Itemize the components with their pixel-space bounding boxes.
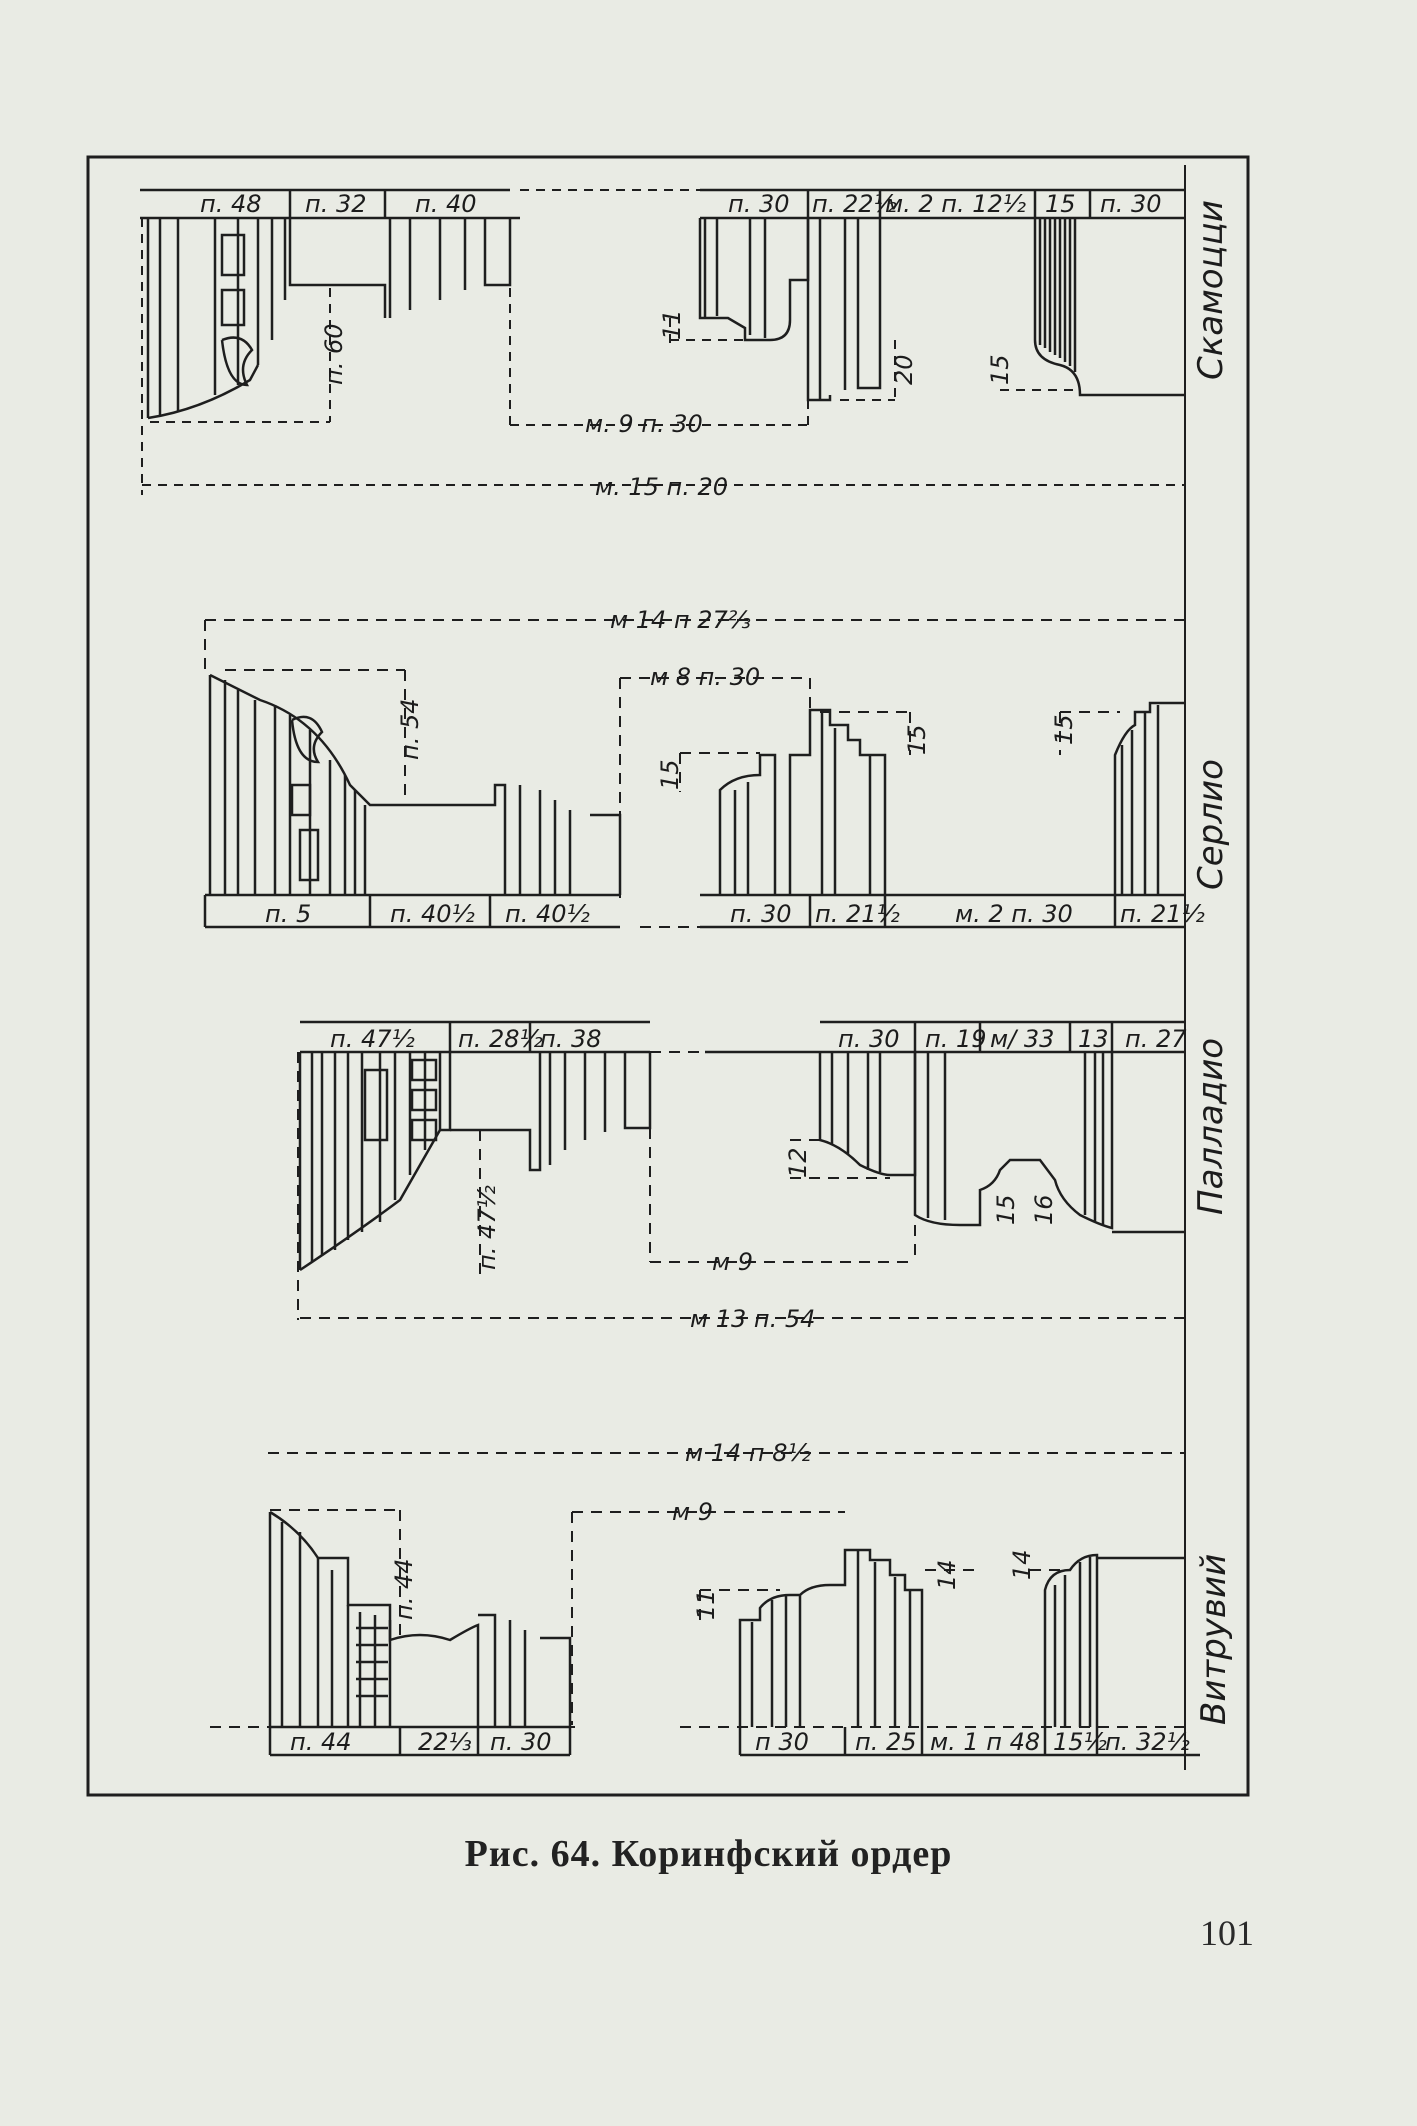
dim-label: п. 30 <box>1100 190 1162 218</box>
dim-label: 14 <box>1008 1549 1036 1580</box>
label-scamozzi: Скамоцци <box>1191 200 1231 380</box>
order-scamozzi <box>140 190 1185 495</box>
dim-label: 14 <box>933 1559 961 1590</box>
dim-label: п. 47½ <box>330 1025 415 1053</box>
dim-label: п. 30 <box>730 900 792 928</box>
dim-label: п. 44 <box>390 1558 418 1620</box>
dim-label: м 13 п. 54 <box>690 1305 816 1333</box>
dim-label: п. 28½ <box>458 1025 543 1053</box>
dim-label: 15 <box>1050 714 1078 745</box>
dim-label: м 14 п 27⅔ <box>610 606 752 634</box>
dim-label: п. 40½ <box>505 900 590 928</box>
figure-frame <box>88 157 1248 1795</box>
dim-label: 12 <box>784 1147 812 1178</box>
dim-label: м. 1 п 48 <box>930 1728 1041 1756</box>
dim-label: 22⅓ <box>418 1728 472 1756</box>
dim-label: п. 32 <box>305 190 367 218</box>
page-number: 101 <box>1200 1913 1254 1953</box>
dim-label: п. 54 <box>396 698 424 760</box>
dim-label: п. 25 <box>855 1728 917 1756</box>
dim-label: п. 5 <box>265 900 312 928</box>
dim-label: 15 <box>1045 190 1076 218</box>
dim-label: п. 47½ <box>473 1185 501 1270</box>
dim-label: 11 <box>658 309 686 340</box>
dim-label: п. 32½ <box>1105 1728 1190 1756</box>
label-serlio: Серлио <box>1191 759 1231 890</box>
dim-label: м. 9 п. 30 <box>585 410 703 438</box>
dim-label: п. 30 <box>838 1025 900 1053</box>
dim-label: 20 <box>890 354 918 385</box>
dim-label: п. 21½ <box>815 900 900 928</box>
dim-label: п. 40 <box>415 190 477 218</box>
dim-label: 15 <box>903 724 931 755</box>
dim-label: п. 60 <box>320 323 348 385</box>
dim-label: п. 48 <box>200 190 262 218</box>
dim-label: п 30 <box>755 1728 809 1756</box>
label-vitruvius: Витрувий <box>1194 1553 1234 1725</box>
dim-label: 16 <box>1030 1194 1058 1225</box>
dim-label: п. 22½ <box>812 190 897 218</box>
dim-label: м 9 <box>672 1498 714 1526</box>
dim-label: м. 2 п. 30 <box>955 900 1073 928</box>
dim-label: м 9 <box>712 1248 754 1276</box>
dim-label: 13 <box>1078 1025 1109 1053</box>
dim-label: п. 38 <box>540 1025 602 1053</box>
dim-label: м 8 п. 30 <box>650 663 761 691</box>
label-palladio: Палладио <box>1191 1037 1231 1215</box>
dim-label: м 14 п 8½ <box>685 1439 811 1467</box>
dim-label: п. 40½ <box>390 900 475 928</box>
dim-label: п. 30 <box>728 190 790 218</box>
dim-label: п. 44 <box>290 1728 352 1756</box>
dim-label: п. 21½ <box>1120 900 1205 928</box>
dim-label: м/ 33 <box>990 1025 1055 1053</box>
dim-label: 15 <box>656 759 684 790</box>
dim-label: п. 27 <box>1125 1025 1187 1053</box>
dim-label: 15½ <box>1053 1728 1107 1756</box>
dim-label: 11 <box>692 1589 720 1620</box>
dim-label: п. 19 <box>925 1025 987 1053</box>
dim-label: 15 <box>992 1194 1020 1225</box>
dim-label: 15 <box>986 354 1014 385</box>
dim-label: м. 2 п. 12½ <box>885 190 1027 218</box>
figure-caption: Рис. 64. Коринфский ордер <box>464 1833 953 1875</box>
dim-label: м. 15 п. 20 <box>595 473 729 501</box>
dim-label: п. 30 <box>490 1728 552 1756</box>
